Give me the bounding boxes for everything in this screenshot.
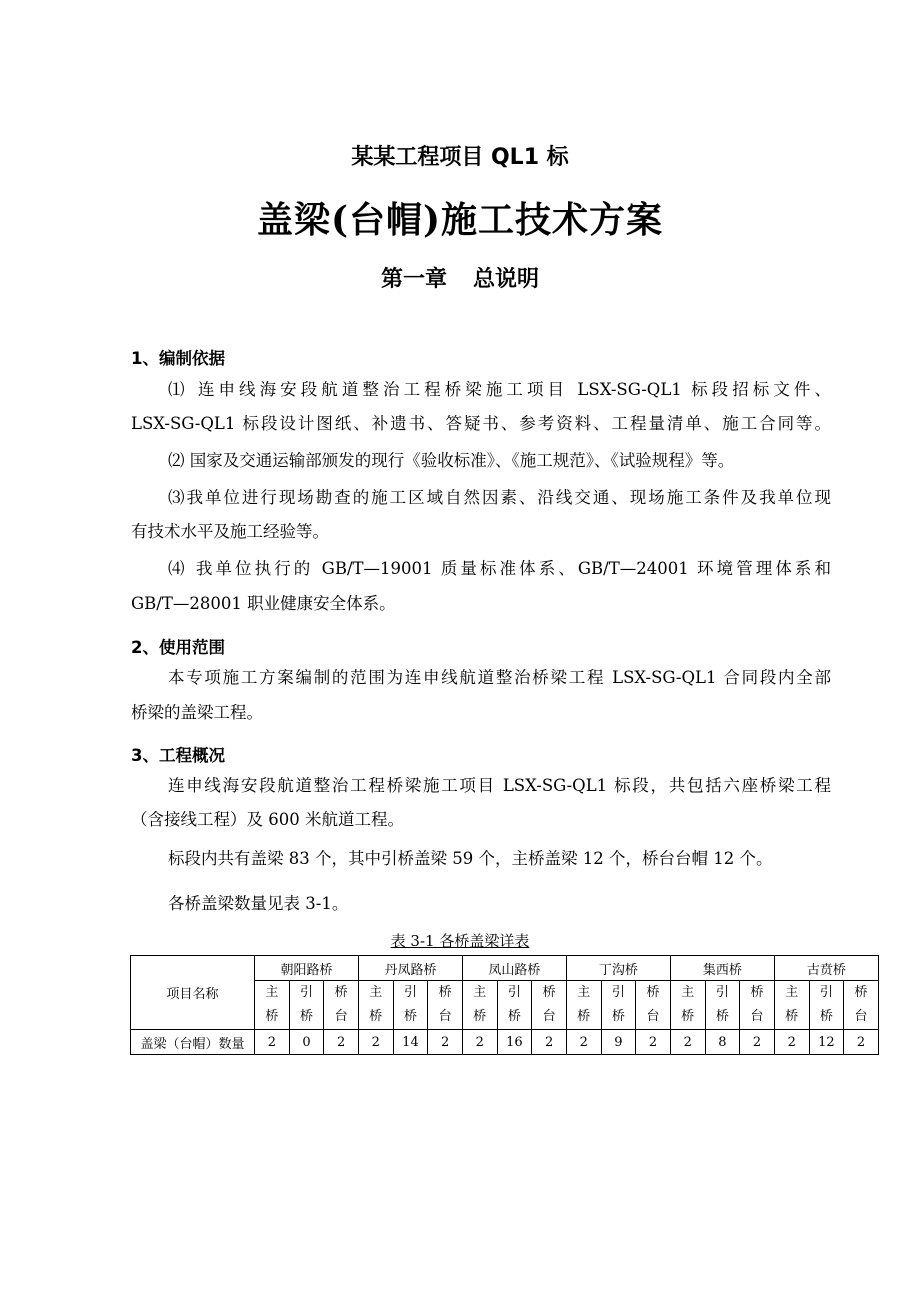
value-cell: 2	[566, 1030, 601, 1055]
s1-p3-line1: ⑶我单位进行现场勘查的施工区域自然因素、沿线交通、现场施工条件及我单位现	[168, 488, 831, 507]
project-title: 某某工程项目 QL1 标	[351, 145, 569, 170]
value-cell: 2	[774, 1030, 809, 1055]
bridge-header: 集西桥	[670, 956, 774, 981]
table-caption: 表 3-1 各桥盖梁详表	[390, 932, 530, 950]
s1-p1-line2: LSX-SG-QL1 标段设计图纸、补遗书、答疑书、参考资料、工程量清单、施工合同等。	[131, 414, 831, 433]
value-cell: 2	[255, 1030, 290, 1055]
sub-col-header	[774, 981, 809, 1030]
chapter-heading	[0, 262, 920, 293]
sub-col-header	[324, 981, 359, 1030]
bridge-header: 古贲桥	[774, 956, 878, 981]
s1-p3-line2: 有技术水平及施工经验等。	[131, 522, 329, 541]
value-cell: 2	[428, 1030, 463, 1055]
value-cell: 2	[324, 1030, 359, 1055]
sub-col-header	[428, 981, 463, 1030]
sub-col-top-char: 引	[611, 985, 625, 1000]
sub-col-top-char: 桥	[646, 985, 660, 1000]
sub-col-header	[740, 981, 775, 1030]
sub-col-bottom-char: 桥	[369, 1009, 383, 1024]
sub-col-header	[462, 981, 497, 1030]
value-cell: 9	[601, 1030, 636, 1055]
sub-col-bottom-char: 台	[854, 1009, 868, 1024]
sub-col-top-char: 主	[785, 985, 799, 1000]
s1-p4-line2: GB/T—28001 职业健康安全体系。	[131, 594, 396, 613]
table-row	[131, 1030, 879, 1055]
s1-p4-line1: ⑷ 我单位执行的 GB/T—19001 质量标准体系、GB/T—24001 环境管理体系和	[168, 559, 831, 578]
sub-col-bottom-char: 桥	[299, 1009, 313, 1024]
s1-p1-line1: ⑴ 连申线海安段航道整治工程桥梁施工项目 LSX-SG-QL1 标段招标文件、	[168, 380, 831, 399]
sub-col-bottom-char: 桥	[473, 1009, 487, 1024]
sub-col-header	[670, 981, 705, 1030]
value-cell: 2	[740, 1030, 775, 1055]
value-cell: 16	[497, 1030, 532, 1055]
bridge-header: 丹凤路桥	[358, 956, 462, 981]
value-cell: 8	[705, 1030, 740, 1055]
beam-quantity-table	[130, 955, 879, 1055]
sub-col-bottom-char: 桥	[577, 1009, 591, 1024]
sub-col-top-char: 引	[299, 985, 313, 1000]
sub-col-top-char: 引	[403, 985, 417, 1000]
s2-p1-line2: 桥梁的盖梁工程。	[131, 703, 263, 722]
sub-col-header	[566, 981, 601, 1030]
s1-p2-line1: ⑵ 国家及交通运输部颁发的现行《验收标准》、《施工规范》、《试验规程》等。	[168, 451, 735, 470]
sub-col-header	[289, 981, 324, 1030]
sub-col-bottom-char: 桥	[507, 1009, 521, 1024]
sub-col-top-char: 桥	[854, 985, 868, 1000]
sub-col-bottom-char: 桥	[265, 1009, 279, 1024]
sub-col-top-char: 桥	[334, 985, 348, 1000]
sub-col-header	[601, 981, 636, 1030]
sub-col-header	[844, 981, 879, 1030]
s3-p3-line1: 各桥盖梁数量见表 3-1。	[168, 894, 349, 913]
s2-p1-line1: 本专项施工方案编制的范围为连申线航道整治桥梁工程 LSX-SG-QL1 合同段内全部	[168, 668, 831, 687]
sub-col-bottom-char: 台	[750, 1009, 764, 1024]
value-cell: 2	[636, 1030, 671, 1055]
sub-col-bottom-char: 桥	[611, 1009, 625, 1024]
value-cell: 2	[844, 1030, 879, 1055]
sub-col-bottom-char: 桥	[785, 1009, 799, 1024]
sub-col-top-char: 主	[265, 985, 279, 1000]
sub-col-bottom-char: 桥	[819, 1009, 833, 1024]
sub-col-header	[705, 981, 740, 1030]
s3-p2-line1: 标段内共有盖梁 83 个，其中引桥盖梁 59 个，主桥盖梁 12 个，桥台台帽 12 个。	[168, 849, 773, 868]
sub-col-top-char: 主	[681, 985, 695, 1000]
data-row-label: 盖梁（台帽）数量	[131, 1030, 255, 1055]
bridge-header: 朝阳路桥	[255, 956, 359, 981]
s3-p1-line2: （含接线工程）及 600 米航道工程。	[131, 810, 404, 829]
value-cell: 12	[809, 1030, 844, 1055]
sub-col-bottom-char: 台	[542, 1009, 556, 1024]
s3-p1-line1: 连申线海安段航道整治工程桥梁施工项目 LSX-SG-QL1 标段，共包括六座桥梁工程	[168, 776, 831, 795]
sub-col-bottom-char: 桥	[403, 1009, 417, 1024]
sub-col-top-char: 主	[473, 985, 487, 1000]
sub-col-bottom-char: 台	[334, 1009, 348, 1024]
value-cell: 2	[670, 1030, 705, 1055]
sub-col-header	[636, 981, 671, 1030]
value-cell: 0	[289, 1030, 324, 1055]
value-cell: 14	[393, 1030, 428, 1055]
sub-col-header	[255, 981, 290, 1030]
sub-col-top-char: 主	[369, 985, 383, 1000]
main-title: 盖梁(台帽)施工技术方案	[256, 199, 664, 241]
sub-col-bottom-char: 桥	[681, 1009, 695, 1024]
sub-col-top-char: 桥	[750, 985, 764, 1000]
sub-col-header	[532, 981, 567, 1030]
sub-col-header	[358, 981, 393, 1030]
sub-col-bottom-char: 台	[646, 1009, 660, 1024]
sub-col-top-char: 引	[819, 985, 833, 1000]
value-cell: 2	[462, 1030, 497, 1055]
section-2-heading: 2、使用范围	[131, 638, 225, 657]
sub-col-bottom-char: 台	[438, 1009, 452, 1024]
value-cell: 2	[532, 1030, 567, 1055]
sub-col-header	[393, 981, 428, 1030]
value-cell: 2	[358, 1030, 393, 1055]
bridge-header: 凤山路桥	[462, 956, 566, 981]
sub-col-bottom-char: 桥	[715, 1009, 729, 1024]
sub-col-top-char: 引	[715, 985, 729, 1000]
sub-col-header	[497, 981, 532, 1030]
sub-col-top-char: 桥	[438, 985, 452, 1000]
sub-col-top-char: 主	[577, 985, 591, 1000]
sub-col-header	[809, 981, 844, 1030]
section-3-heading: 3、工程概况	[131, 746, 225, 765]
chapter-title: 总说明	[473, 267, 540, 292]
bridge-header: 丁沟桥	[566, 956, 670, 981]
chapter-label: 第一章	[380, 267, 447, 292]
sub-col-top-char: 引	[507, 985, 521, 1000]
section-1-heading: 1、编制依据	[131, 349, 225, 368]
row-header-cell: 项目名称	[131, 956, 255, 1030]
sub-col-top-char: 桥	[542, 985, 556, 1000]
